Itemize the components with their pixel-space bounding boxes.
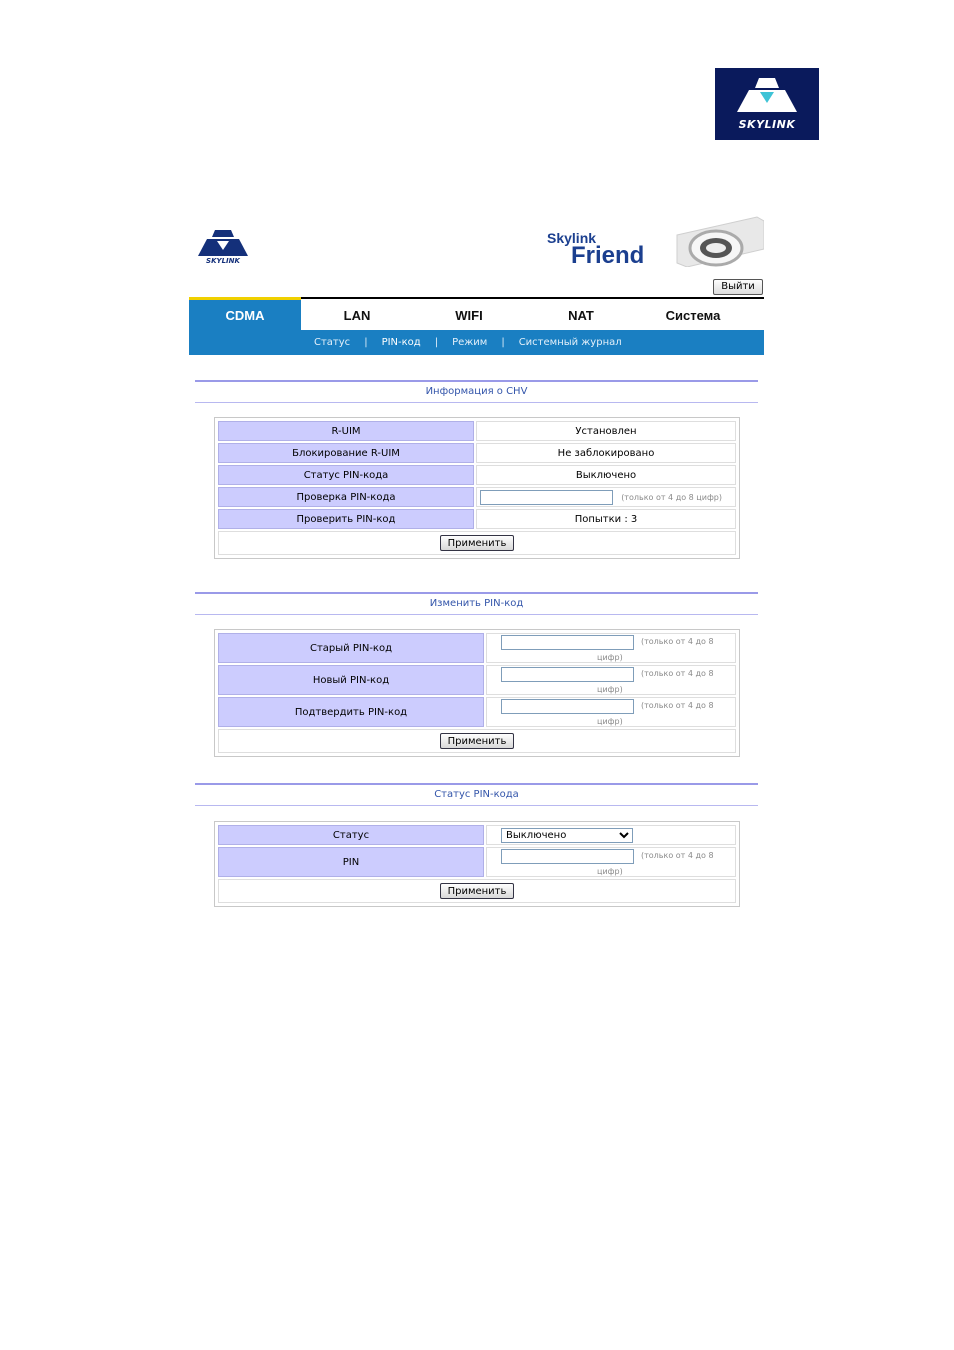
change-pin-apply-button[interactable]: Применить <box>440 733 515 749</box>
pin-input[interactable] <box>501 849 634 864</box>
pin-status-label: Статус <box>218 825 484 845</box>
pin-check-input[interactable] <box>480 490 613 505</box>
table-row <box>218 825 736 845</box>
table-row <box>218 443 736 463</box>
subnav-pin-code[interactable]: PIN-код <box>381 337 421 348</box>
device-image-icon <box>667 215 764 267</box>
old-pin-hint: (только от 4 до 8 <box>641 637 714 646</box>
new-pin-cell <box>486 665 736 695</box>
router-ui <box>189 213 764 355</box>
skylink-friend-logo <box>547 231 644 267</box>
confirm-pin-label: Подтвердить PIN-код <box>218 697 484 727</box>
friend-logo-line2: Friend <box>571 242 645 269</box>
chv-label-verify-pin: Проверить PIN-код <box>218 509 474 529</box>
tab-cdma[interactable]: CDMA <box>189 297 301 330</box>
chv-apply-button[interactable]: Применить <box>440 535 515 551</box>
old-pin-input[interactable] <box>501 635 634 650</box>
pin-hint-b: цифр) <box>597 867 623 876</box>
pin-label: PIN <box>218 847 484 877</box>
pin-status-apply-button[interactable]: Применить <box>440 883 515 899</box>
pin-cell <box>486 847 736 877</box>
chv-form <box>214 417 740 559</box>
chv-value-pin-status: Выключено <box>476 465 736 485</box>
table-row <box>218 633 736 663</box>
confirm-pin-input[interactable] <box>501 699 634 714</box>
new-pin-input[interactable] <box>501 667 634 682</box>
table-row <box>218 847 736 877</box>
tab-nat[interactable]: NAT <box>568 308 594 323</box>
chv-value-ruim: Установлен <box>476 421 736 441</box>
logout-button[interactable]: Выйти <box>713 279 763 295</box>
skylink-logo-icon <box>729 76 805 116</box>
subnav-status[interactable]: Статус <box>314 337 351 348</box>
chv-label-ruim: R-UIM <box>218 421 474 441</box>
pin-status-cell <box>486 825 736 845</box>
new-pin-hint-b: цифр) <box>597 685 623 694</box>
chv-label-pin-check: Проверка PIN-кода <box>218 487 474 507</box>
tab-system[interactable]: Система <box>665 308 721 323</box>
tab-lan[interactable]: LAN <box>343 308 371 323</box>
page-logo <box>715 68 819 140</box>
pin-check-hint: (только от 4 до 8 цифр) <box>621 492 722 502</box>
old-pin-cell <box>486 633 736 663</box>
pin-status-select[interactable] <box>501 828 633 843</box>
table-row <box>218 465 736 485</box>
chv-value-ruim-lock: Не заблокировано <box>476 443 736 463</box>
new-pin-hint: (только от 4 до 8 <box>641 669 714 678</box>
brand-logo <box>193 229 253 269</box>
chv-pin-check-cell <box>476 487 736 507</box>
table-row <box>218 879 736 903</box>
brand-wordmark: SKYLINK <box>206 257 240 265</box>
table-row <box>218 487 736 507</box>
table-row <box>218 531 736 555</box>
chv-section-title: Информация о CHV <box>195 380 758 403</box>
page-logo-wordmark: SKYLINK <box>738 118 796 131</box>
brand-logo-icon <box>193 229 253 259</box>
confirm-pin-hint: (только от 4 до 8 <box>641 701 714 710</box>
header <box>189 213 764 297</box>
confirm-pin-cell <box>486 697 736 727</box>
table-row <box>218 509 736 529</box>
friend-logo-line1: Skylink <box>547 230 597 246</box>
table-row <box>218 729 736 753</box>
sub-navigation: Статус | PIN-код | Режим | Системный журнал <box>189 330 764 355</box>
table-row <box>218 697 736 727</box>
main-tabs <box>189 297 764 330</box>
pin-hint: (только от 4 до 8 <box>641 851 714 860</box>
chv-value-attempts: Попытки : 3 <box>476 509 736 529</box>
pin-status-section-title: Статус PIN-кода <box>195 783 758 806</box>
table-row <box>218 665 736 695</box>
subnav-system-log[interactable]: Системный журнал <box>518 337 622 348</box>
subnav-mode[interactable]: Режим <box>452 337 488 348</box>
old-pin-label: Старый PIN-код <box>218 633 484 663</box>
pin-status-form <box>214 821 740 907</box>
new-pin-label: Новый PIN-код <box>218 665 484 695</box>
confirm-pin-hint-b: цифр) <box>597 717 623 726</box>
tab-wifi[interactable]: WIFI <box>455 308 483 323</box>
old-pin-hint-b: цифр) <box>597 653 623 662</box>
chv-label-ruim-lock: Блокирование R-UIM <box>218 443 474 463</box>
change-pin-form <box>214 629 740 757</box>
change-pin-section-title: Изменить PIN-код <box>195 592 758 615</box>
chv-label-pin-status: Статус PIN-кода <box>218 465 474 485</box>
table-row <box>218 421 736 441</box>
